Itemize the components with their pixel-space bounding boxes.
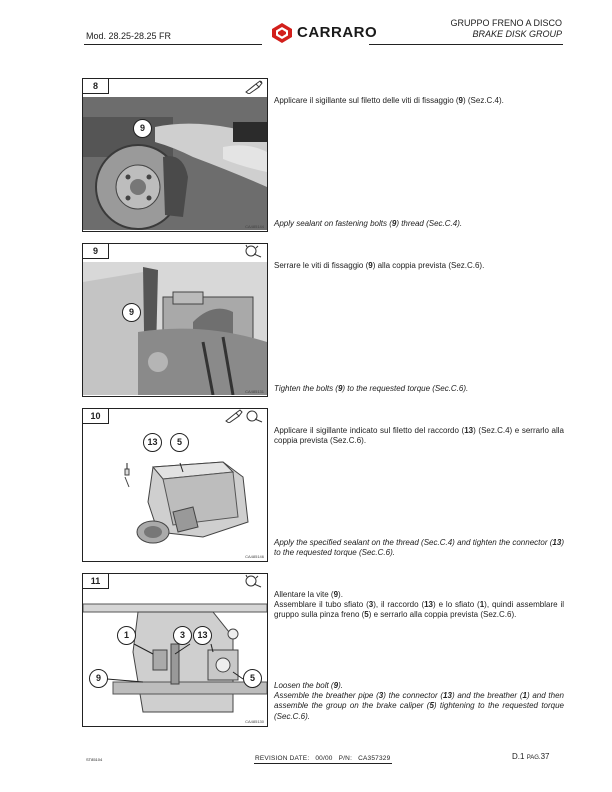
step-11-panel — [82, 573, 268, 727]
doc-code: ST85104 — [86, 757, 103, 762]
step-8-text-en: Apply sealant on fastening bolts (9) thread (Sec.C.4). — [274, 219, 463, 228]
step-9-text-it: Serrare le viti di fissaggio (9) alla coppia prevista (Sez.C.6). — [274, 261, 485, 270]
callout: 9 — [122, 303, 141, 322]
step-10-panel — [82, 408, 268, 562]
callout: 3 — [173, 626, 192, 645]
step-number: 9 — [83, 244, 109, 259]
carraro-logo-icon — [271, 22, 293, 44]
sealant-tube-icon — [244, 80, 264, 97]
callout: 9 — [89, 669, 108, 688]
step-number: 8 — [83, 79, 109, 94]
header-rule-right — [369, 44, 563, 45]
section-page: D.1 — [512, 752, 525, 761]
torque-wrench-icon — [245, 574, 263, 591]
callout: 9 — [133, 119, 152, 138]
step-number: 11 — [83, 574, 109, 589]
section-title-en: BRAKE DISK GROUP — [472, 29, 562, 39]
footer-rule — [254, 763, 392, 764]
step-9-text-en: Tighten the bolts (9) to the requested torque (Sec.C.6). — [274, 384, 469, 393]
callout: 1 — [117, 626, 136, 645]
sealant-and-torque-icon — [224, 409, 264, 426]
callout: 13 — [193, 626, 212, 645]
figure-caption: CA485146 — [245, 554, 264, 559]
step-8-panel — [82, 78, 268, 232]
brand-logo — [271, 22, 378, 44]
step-11-drawing — [83, 592, 267, 725]
revision-info: REVISION DATE: 00/00 P/N: CA357329 — [255, 755, 391, 762]
header-rule-left — [84, 44, 262, 45]
callout: 5 — [170, 433, 189, 452]
step-11-text-en: Loosen the bolt (9). Assemble the breather pipe (3) the connector (13) and the breather (1) and then assemble the group on the brake caliper (5) tightening to the requested torque (Sec.C.6). — [274, 681, 565, 721]
brand-name: CARRARO — [297, 24, 378, 41]
step-8-photo — [83, 97, 267, 230]
step-9-panel — [82, 243, 268, 397]
figure-caption: CA485131 — [245, 389, 264, 394]
callout: 5 — [243, 669, 262, 688]
torque-wrench-icon — [245, 244, 263, 261]
step-number: 10 — [83, 409, 109, 424]
step-9-photo — [83, 262, 267, 395]
callout: 13 — [143, 433, 162, 452]
section-title — [450, 18, 562, 40]
pag-label: PAG. — [526, 755, 541, 761]
model-label: Mod. 28.25-28.25 FR — [86, 31, 172, 41]
step-11-text-it: Allentare la vite (9). Assemblare il tubo sfiato (3), il raccordo (13) e lo sfiato (1), quindi assemblare il gruppo sulla pinza freno (5) e serrarlo alla coppia prevista (Sez.C.6). — [274, 590, 564, 620]
step-10-text-en: Apply the specified sealant on the thread (Sec.C.4) and tighten the connector (13) to the requested torque (Sec.C.6). — [274, 538, 564, 558]
figure-caption: CA485144 — [245, 224, 264, 229]
figure-caption: CA485130 — [245, 719, 264, 724]
page-number — [512, 752, 550, 761]
section-title-it: GRUPPO FRENO A DISCO — [450, 18, 562, 28]
step-10-text-it: Applicare il sigillante indicato sul filetto del raccordo (13) (Sez.C.4) e serrarlo alla coppia prevista (Sez.C.6). — [274, 426, 565, 446]
pag-number: 37 — [540, 752, 550, 761]
step-8-text-it: Applicare il sigillante sul filetto delle viti di fissaggio (9) (Sez.C.4). — [274, 96, 504, 105]
